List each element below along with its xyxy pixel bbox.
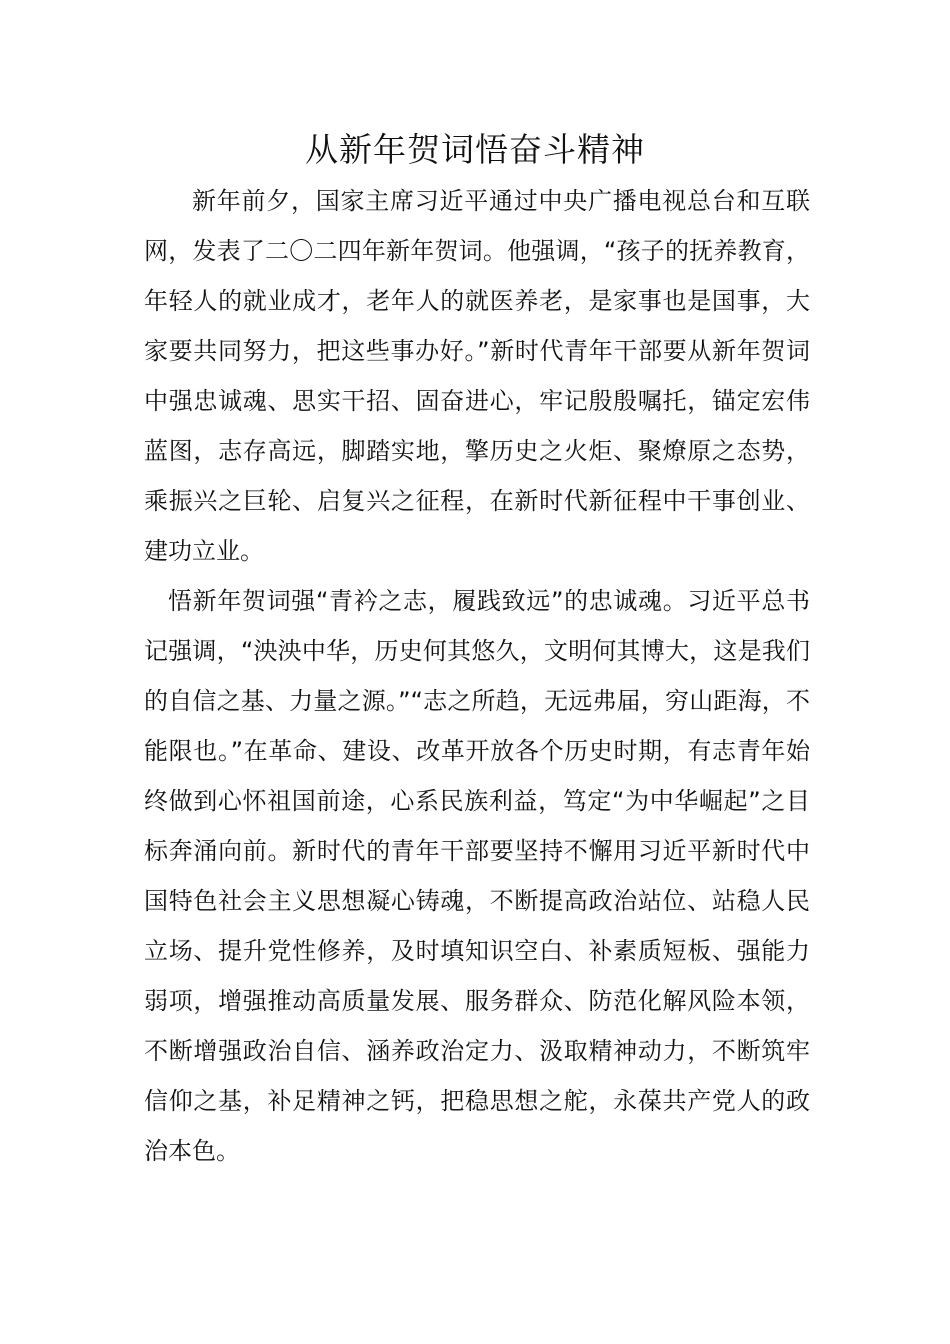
document-body — [144, 176, 810, 1176]
paragraph-2: 悟新年贺词强“青衿之志，履践致远”的忠诚魂。习近平总书记强调，“泱泱中华，历史何其悠久，文明何其博大，这是我们的自信之基、力量之源。”“志之所趋，无远弗届，穷山距海，不能限也。”在革命、建设、改革开放各个历史时期，有志青年始终做到心怀祖国前途，心系民族利益，笃定“为中华崛起”之目标奔涌向前。新时代的青年干部要坚持不懈用习近平新时代中国特色社会主义思想凝心铸魂，不断提高政治站位、站稳人民立场、提升党性修养，及时填知识空白、补素质短板、强能力弱项，增强推动高质量发展、服务群众、防范化解风险本领，不断增强政治自信、涵养政治定力、汲取精神动力，不断筑牢信仰之基，补足精神之钙，把稳思想之舵，永葆共产党人的政治本色。 — [144, 587, 810, 1165]
paragraph-1: 新年前夕，国家主席习近平通过中央广播电视总台和互联网，发表了二〇二四年新年贺词。他强调，“孩子的抚养教育，年轻人的就业成才，老年人的就医养老，是家事也是国事，大家要共同努力，把这些事办好。”新时代青年干部要从新年贺词中强忠诚魂、思实干招、固奋进心，牢记殷殷嘱托，锚定宏伟蓝图，志存高远，脚踏实地，擎历史之火炬、聚燎原之态势，乘振兴之巨轮、启复兴之征程，在新时代新征程中干事创业、建功立业。 — [144, 187, 810, 565]
document-title: 从新年贺词悟奋斗精神 — [305, 130, 645, 169]
